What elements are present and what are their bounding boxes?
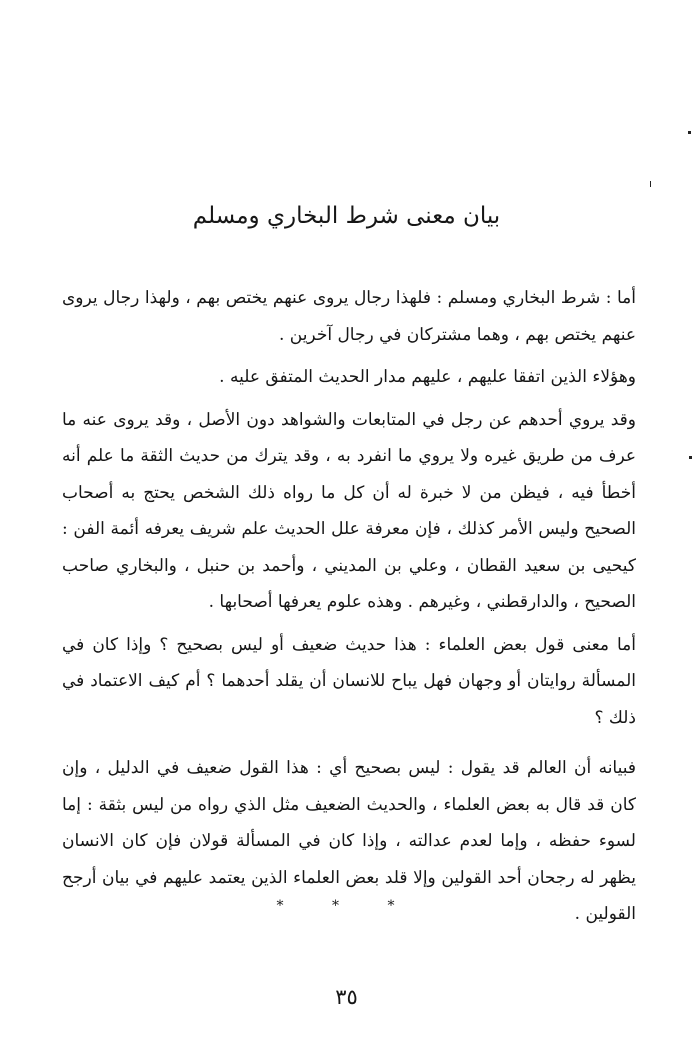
- paragraph-1: أما : شرط البخاري ومسلم : فلهذا رجال يروى عنهم يختص بهم ، ولهذا رجال يروى عنهم يختص بهم ، وهما مشتركان في رجال آخرين .: [62, 288, 636, 345]
- scan-speck: [689, 456, 692, 459]
- scan-speck: [650, 181, 651, 187]
- paragraph-4: أما معنى قول بعض العلماء : هذا حديث ضعيف أو ليس بصحيح ؟ وإذا كان في المسألة روايتان أو وجهان فهل يباح للانسان أن يقلد أحدهما ؟ أم كيف الاعتماد في ذلك ؟: [62, 634, 636, 728]
- section-title: بيان معنى شرط البخاري ومسلم: [192, 203, 501, 229]
- page-number: ٣٥: [335, 985, 358, 1009]
- section-divider: * * *: [276, 898, 417, 914]
- paragraph-2: وهؤلاء الذين اتفقا عليهم ، عليهم مدار الحديث المتفق عليه .: [219, 367, 636, 387]
- paragraph-5: فبيانه أن العالم قد يقول : ليس بصحيح أي : هذا القول ضعيف في الدليل ، وإن كان قد قال به بعض العلماء ، والحديث الضعيف مثل الذي رواه من ليس بثقة : إما لسوء حفظه ، وإما لعدم عدالته ، وإذا كان في المسألة قولان فإن كان الانسان يظهر له رجحان أحد القولين وإلا قلد بعض العلماء الذين يعتمد عليهم في بيان أرجح القولين .: [62, 758, 636, 924]
- scan-speck: [688, 131, 691, 134]
- paragraph-3: وقد يروي أحدهم عن رجل في المتابعات والشواهد دون الأصل ، وقد يروى عنه ما عرف من طريق غيره ولا يروي ما انفرد به ، وقد يترك من حديث الثقة ما علم أنه أخطأ فيه ، فيظن من لا خبرة له أن كل ما رواه ذلك الشخص يحتج به أصحاب الصحيح وليس الأمر كذلك ، فإن معرفة علل الحديث علم شريف يعرفه أئمة الفن : كيحيى بن سعيد القطان ، وعلي بن المديني ، وأحمد بن حنبل ، والبخاري صاحب الصحيح ، والدارقطني ، وغيرهم . وهذه علوم يعرفها أصحابها .: [62, 409, 636, 612]
- body-text: [62, 280, 636, 933]
